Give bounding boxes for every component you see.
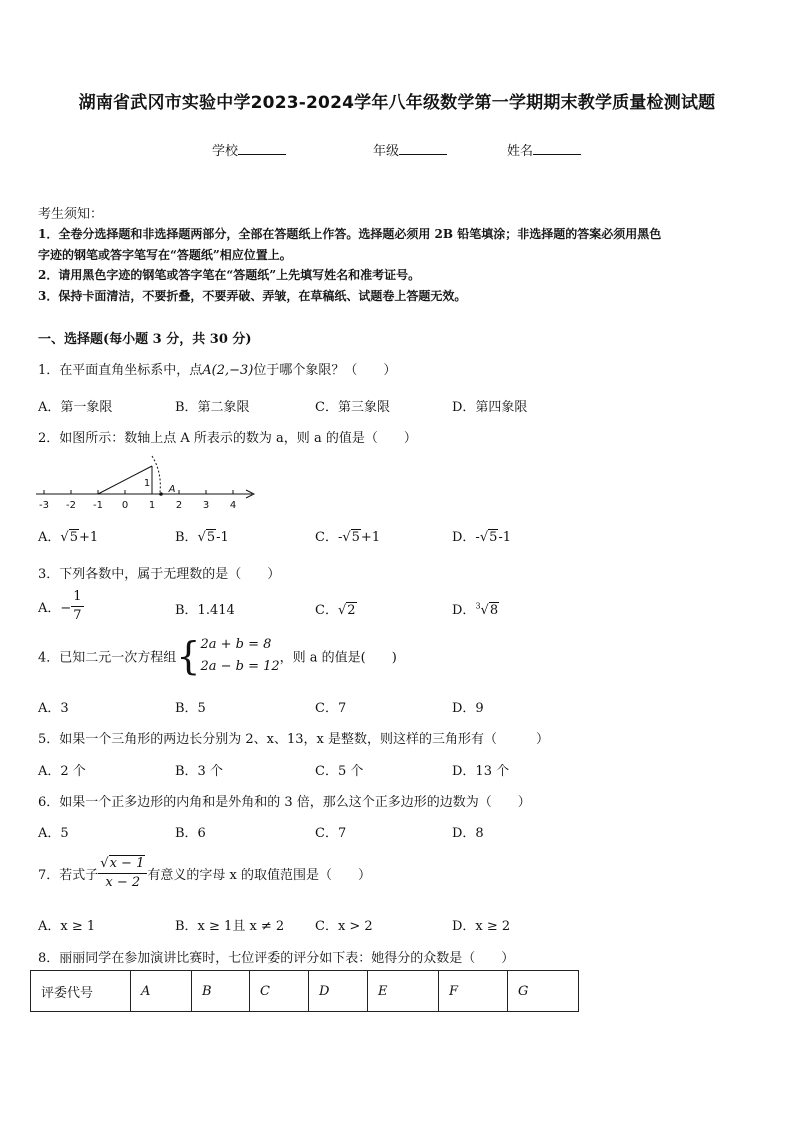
compass-arc <box>152 456 160 492</box>
q7-option-a: A．x ≥ 1 <box>38 919 96 934</box>
table-header-cell: B <box>192 971 250 1012</box>
notice-item-1-cont: 字迹的钢笔或答字笔写在“答题纸”相应位置上。 <box>38 248 292 262</box>
q6-option-c: C．7 <box>315 826 347 841</box>
q7-option-c: C．x > 2 <box>315 919 373 934</box>
q5-option-a: A．2 个 <box>38 764 86 779</box>
q4-eq2: 2a − b = 12 <box>200 659 280 674</box>
score-table <box>30 970 579 1012</box>
notice-heading: 考生须知： <box>38 207 104 222</box>
table-header-cell: C <box>250 971 309 1012</box>
q5-option-c: C．5 个 <box>315 764 364 779</box>
q4-eq1: 2a + b = 8 <box>200 637 272 652</box>
q1-option-d: D．第四象限 <box>452 400 528 415</box>
tick-label: 1 <box>148 500 156 511</box>
leg-label: 1 <box>143 478 151 489</box>
q4-option-c: C．7 <box>315 701 347 716</box>
notice-item-1: 1．全卷分选择题和非选择题两部分，全部在答题纸上作答。选择题必须用 2B 铅笔填涂；非选择题的答案必须用黑色 <box>38 227 662 241</box>
table-header-cell: D <box>309 971 368 1012</box>
q2-option-a: A．√5+1 <box>38 530 99 545</box>
q3-option-b: B．1.414 <box>175 603 235 618</box>
question-8: 8．丽丽同学在参加演讲比赛时，七位评委的评分如下表：她得分的众数是（ ） <box>38 951 515 966</box>
question-1 <box>38 359 396 378</box>
table-header-cell: 评委代号 <box>31 971 131 1012</box>
q1-point: A(2,−3) <box>202 363 254 378</box>
school-field <box>212 140 286 159</box>
question-4: 4．已知二元一次方程组{ 2a + b = 8 2a − b = 12 ，则 a 的值是( ) <box>38 634 397 678</box>
number-line-figure <box>34 452 260 514</box>
grade-label: 年级 <box>373 144 400 159</box>
q6-option-d: D．8 <box>452 826 484 841</box>
name-blank <box>533 142 581 155</box>
q7-numerator: x − 1 <box>109 856 145 871</box>
table-header-cell: A <box>131 971 192 1012</box>
q1-option-b: B．第二象限 <box>175 400 250 415</box>
q4-option-d: D．9 <box>452 701 484 716</box>
q2-option-b: B．√5-1 <box>175 530 229 545</box>
name-field <box>507 140 581 159</box>
tick-label: -2 <box>66 500 76 511</box>
grade-field <box>373 140 447 159</box>
brace-icon: { <box>176 634 201 678</box>
q1-pre: 1．在平面直角坐标系中，点 <box>38 363 203 378</box>
question-7: 7．若式子 $\frac{√x - 1}{x - 2}$ 有意义的字母 x 的取值范围是（ ） <box>38 856 371 890</box>
q7-option-b: B．x ≥ 1且 x ≠ 2 <box>175 919 285 934</box>
table-header-cell: E <box>368 971 439 1012</box>
table-header-cell: F <box>439 971 508 1012</box>
tick-label: 0 <box>121 500 129 511</box>
q5-option-d: D．13 个 <box>452 764 510 779</box>
tick-label: -3 <box>39 500 49 511</box>
school-label: 学校 <box>212 144 239 159</box>
point-a-dot <box>159 492 163 496</box>
tick-label: 4 <box>229 500 237 511</box>
table-row <box>31 971 579 1012</box>
q2-option-d: D．-√5-1 <box>452 530 512 545</box>
q7-denominator: x − 2 <box>105 875 141 890</box>
school-blank <box>238 142 286 155</box>
q1-option-c: C．第三象限 <box>315 400 390 415</box>
q3-option-c: C．√2 <box>315 603 356 618</box>
section-heading: 一、选择题(每小题 3 分，共 30 分) <box>38 332 252 347</box>
question-3: 3．下列各数中，属于无理数的是（ ） <box>38 567 281 582</box>
q5-option-b: B．3 个 <box>175 764 223 779</box>
point-a-label: A <box>168 484 176 495</box>
q6-option-b: B．6 <box>175 826 206 841</box>
question-5: 5．如果一个三角形的两边长分别为 2、x、13，x 是整数，则这样的三角形有（ ） <box>38 732 550 747</box>
tick-label: -1 <box>93 500 103 511</box>
table-header-cell: G <box>508 971 579 1012</box>
q1-post: 位于哪个象限？（ ） <box>253 363 397 378</box>
q1-option-a: A．第一象限 <box>38 400 113 415</box>
q7-option-d: D．x ≥ 2 <box>452 919 511 934</box>
q3-option-a: A．− $\frac{1}{7}$ <box>38 589 82 623</box>
question-6: 6．如果一个正多边形的内角和是外角和的 3 倍，那么这个正多边形的边数为（ ） <box>38 795 531 810</box>
q2-option-c: C．-√5+1 <box>315 530 381 545</box>
tick-label: 2 <box>175 500 183 511</box>
notice-item-3: 3．保持卡面清洁，不要折叠，不要弄破、弄皱，在草稿纸、试题卷上答题无效。 <box>38 289 467 303</box>
page-title: 湖南省武冈市实验中学2023-2024学年八年级数学第一学期期末教学质量检测试题 <box>78 93 716 113</box>
question-2: 2．如图所示：数轴上点 A 所表示的数为 a，则 a 的值是（ ） <box>38 431 417 446</box>
q4-option-b: B．5 <box>175 701 206 716</box>
q4-option-a: A．3 <box>38 701 69 716</box>
q6-option-a: A．5 <box>38 826 69 841</box>
notice-item-2: 2．请用黑色字迹的钢笔或答字笔在“答题纸”上先填写姓名和准考证号。 <box>38 268 421 282</box>
tick-label: 3 <box>202 500 210 511</box>
name-label: 姓名 <box>507 144 534 159</box>
grade-blank <box>399 142 447 155</box>
q3-option-d: D．$^3$√8 <box>452 601 499 618</box>
